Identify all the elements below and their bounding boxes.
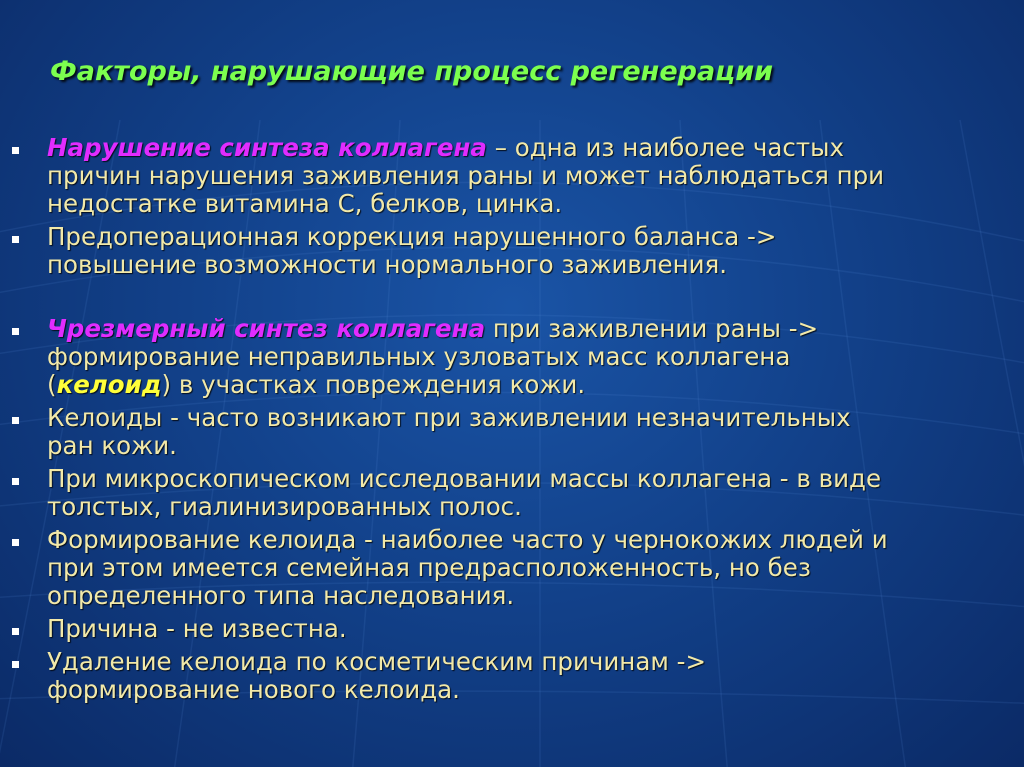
square-bullet-icon (12, 539, 19, 546)
square-bullet-icon (12, 478, 19, 485)
item-text: при заживлении раны -> (485, 314, 819, 343)
highlight-term: келоид (56, 370, 162, 399)
item-line (47, 371, 1014, 399)
list-item (10, 404, 1014, 460)
item-line (47, 315, 1014, 343)
square-bullet-icon (12, 628, 19, 635)
highlight-term: Чрезмерный синтез коллагена (47, 314, 486, 343)
list-item (10, 615, 1014, 643)
item-line: определенного типа наследования. (47, 581, 515, 610)
highlight-term: Нарушение синтеза коллагена (47, 133, 487, 162)
item-line: Келоиды - часто возникают при заживлении незначительных (47, 403, 851, 432)
item-line: формирование неправильных узловатых масс коллагена (47, 342, 791, 371)
square-bullet-icon (12, 147, 19, 154)
item-line: причин нарушения заживления раны и может наблюдаться при (47, 161, 885, 190)
list-item (10, 223, 1014, 279)
list-item (10, 526, 1014, 610)
item-line: ран кожи. (47, 431, 177, 460)
item-text: ( (47, 370, 57, 399)
item-line: Причина - не известна. (47, 614, 347, 643)
list-item (10, 648, 1014, 704)
item-line: Удаление келоида по косметическим причинам -> (47, 647, 706, 676)
slide-title: Факторы, нарушающие процесс регенерации (50, 56, 774, 87)
item-line: толстых, гиалинизированных полос. (47, 492, 522, 521)
square-bullet-icon (12, 328, 19, 335)
item-line (47, 134, 1014, 162)
list-item (10, 134, 1014, 218)
list-item (10, 315, 1014, 399)
square-bullet-icon (12, 661, 19, 668)
square-bullet-icon (12, 417, 19, 424)
item-text: – одна из наиболее частых (486, 133, 844, 162)
bullet-list (10, 134, 1014, 704)
item-line: Формирование келоида - наиболее часто у чернокожих людей и (47, 525, 888, 554)
item-line: при этом имеется семейная предрасположенность, но без (47, 553, 811, 582)
item-line: формирование нового келоида. (47, 675, 460, 704)
square-bullet-icon (12, 236, 19, 243)
item-line: При микроскопическом исследовании массы коллагена - в виде (47, 464, 882, 493)
item-line: недостатке витамина С, белков, цинка. (47, 189, 563, 218)
item-line: повышение возможности нормального заживления. (47, 250, 728, 279)
item-text: ) в участках повреждения кожи. (161, 370, 586, 399)
list-item (10, 465, 1014, 521)
item-line: Предоперационная коррекция нарушенного баланса -> (47, 222, 777, 251)
